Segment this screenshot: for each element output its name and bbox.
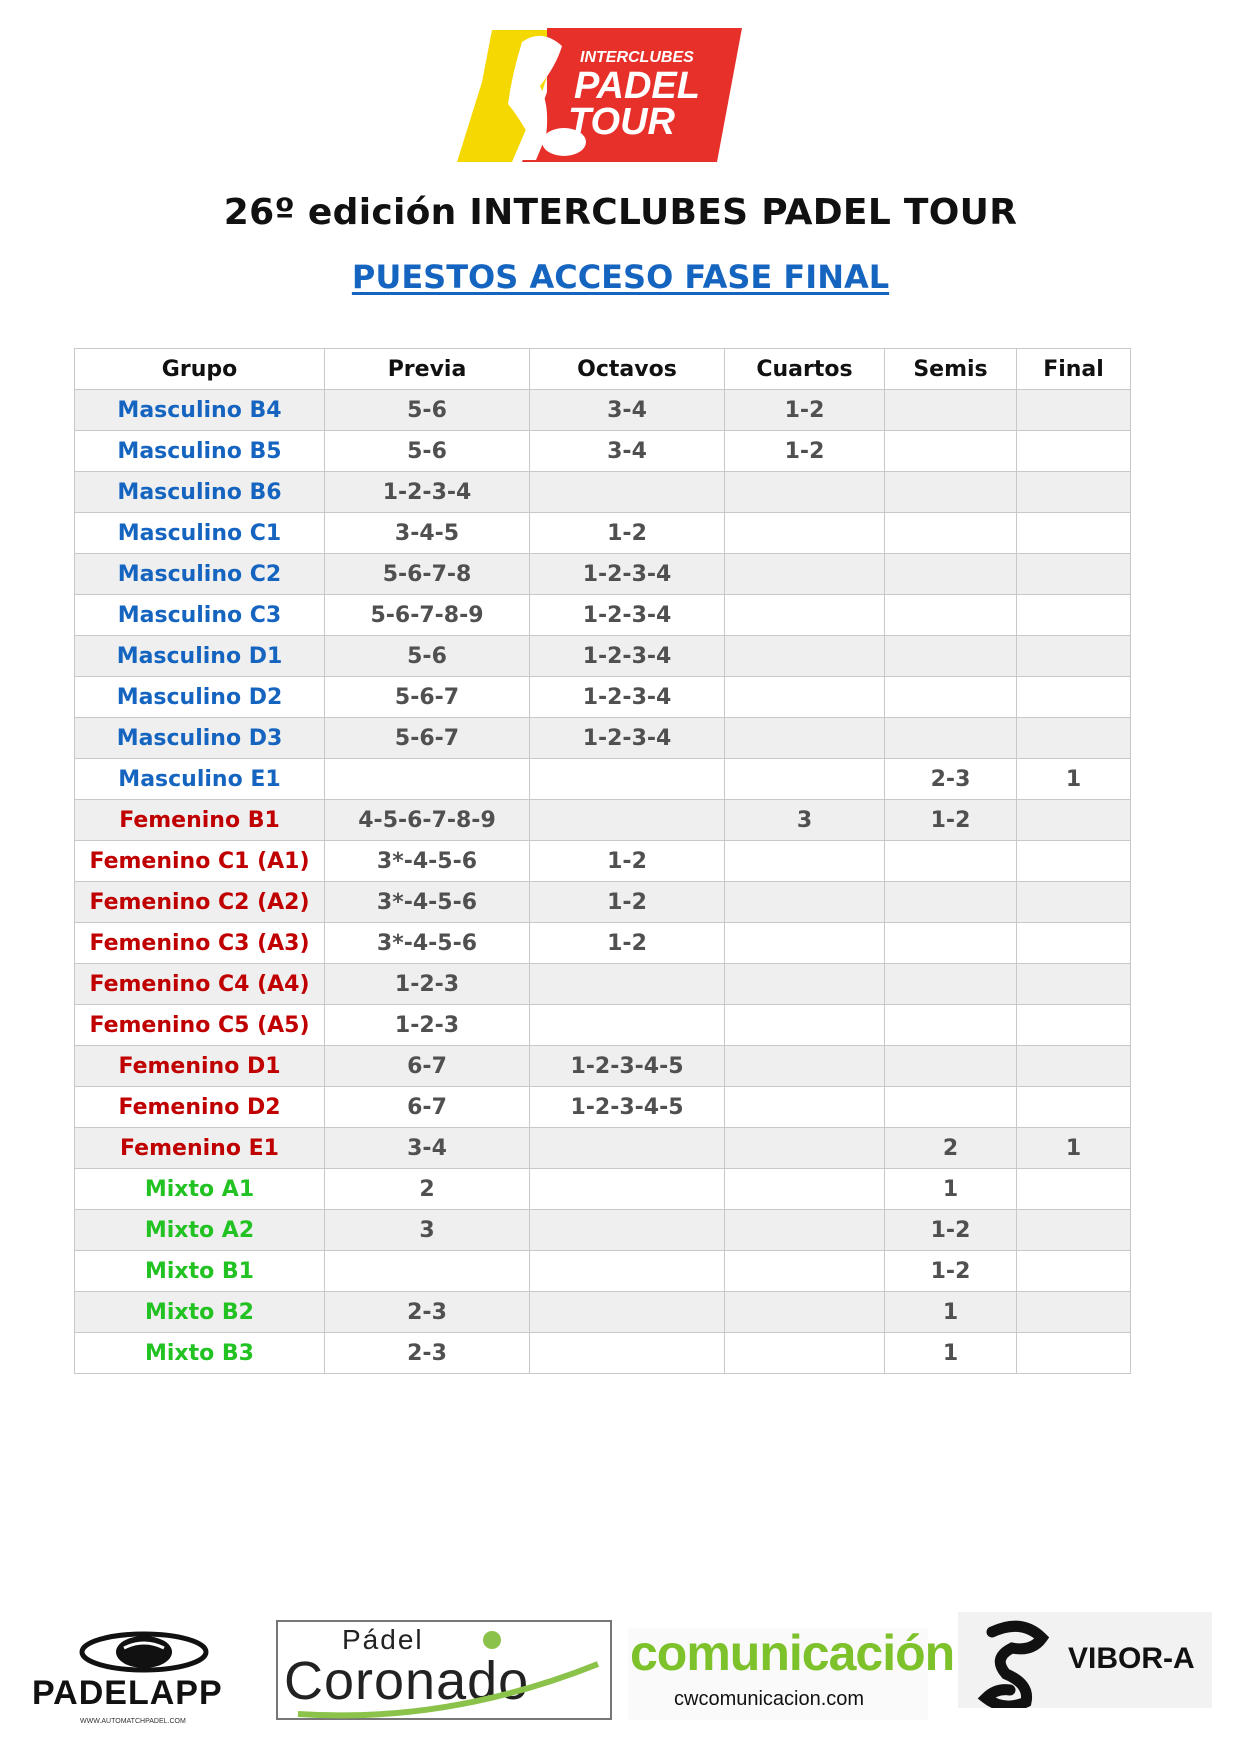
table-row xyxy=(75,841,1131,882)
cell-final xyxy=(1017,1333,1131,1374)
cell-semis xyxy=(885,390,1017,431)
table-row xyxy=(75,1169,1131,1210)
vibora-snake-icon xyxy=(962,1612,1062,1708)
cell-semis xyxy=(885,718,1017,759)
table-row xyxy=(75,1333,1131,1374)
page-subtitle: PUESTOS ACCESO FASE FINAL xyxy=(351,258,890,296)
logo-graphic xyxy=(452,22,752,172)
cell-semis xyxy=(885,636,1017,677)
cell-semis xyxy=(885,513,1017,554)
cell-cuartos xyxy=(725,964,885,1005)
cell-cuartos xyxy=(725,472,885,513)
page-title: 26º edición INTERCLUBES PADEL TOUR xyxy=(223,192,1018,233)
logo-line1: INTERCLUBES xyxy=(580,49,694,66)
table-row xyxy=(75,1292,1131,1333)
header-cuartos: Cuartos xyxy=(725,349,885,390)
table-row xyxy=(75,513,1131,554)
coronado-top-text: Pádel xyxy=(342,1624,424,1655)
cell-final xyxy=(1017,964,1131,1005)
cell-final xyxy=(1017,1210,1131,1251)
cell-octavos: 1-2-3-4 xyxy=(530,595,725,636)
cell-final xyxy=(1017,882,1131,923)
cell-octavos: 1-2-3-4 xyxy=(530,677,725,718)
cell-previa: 5-6-7 xyxy=(325,718,530,759)
cell-octavos: 1-2 xyxy=(530,882,725,923)
cell-cuartos xyxy=(725,1005,885,1046)
header-grupo: Grupo xyxy=(75,349,325,390)
cell-previa: 2 xyxy=(325,1169,530,1210)
table-row xyxy=(75,636,1131,677)
cell-grupo: Femenino C5 (A5) xyxy=(75,1005,325,1046)
cell-previa: 3-4 xyxy=(325,1128,530,1169)
cell-final xyxy=(1017,1046,1131,1087)
cell-final xyxy=(1017,472,1131,513)
cell-grupo: Femenino D1 xyxy=(75,1046,325,1087)
table-row xyxy=(75,800,1131,841)
cell-grupo: Femenino C2 (A2) xyxy=(75,882,325,923)
sponsor-padel-coronado xyxy=(276,1620,612,1720)
cell-semis: 2-3 xyxy=(885,759,1017,800)
cell-grupo: Mixto B1 xyxy=(75,1251,325,1292)
cell-previa: 3*-4-5-6 xyxy=(325,841,530,882)
table-row xyxy=(75,964,1131,1005)
cell-semis: 1-2 xyxy=(885,1251,1017,1292)
cell-final: 1 xyxy=(1017,759,1131,800)
table-row xyxy=(75,1005,1131,1046)
cell-octavos xyxy=(530,1251,725,1292)
cell-octavos: 1-2-3-4 xyxy=(530,718,725,759)
cell-previa: 2-3 xyxy=(325,1333,530,1374)
cell-final xyxy=(1017,636,1131,677)
table-row xyxy=(75,677,1131,718)
cell-octavos: 1-2 xyxy=(530,841,725,882)
cell-semis: 2 xyxy=(885,1128,1017,1169)
cell-grupo: Femenino C3 (A3) xyxy=(75,923,325,964)
cell-semis xyxy=(885,595,1017,636)
table-row xyxy=(75,1251,1131,1292)
padelapp-url: WWW.AUTOMATCHPADEL.COM xyxy=(80,1718,186,1725)
padelapp-ball-icon xyxy=(28,1628,260,1678)
header-semis: Semis xyxy=(885,349,1017,390)
header-octavos: Octavos xyxy=(530,349,725,390)
table-body xyxy=(75,390,1131,1374)
cell-grupo: Masculino C3 xyxy=(75,595,325,636)
cell-grupo: Femenino D2 xyxy=(75,1087,325,1128)
sponsor-vibora xyxy=(958,1612,1212,1708)
table-row xyxy=(75,554,1131,595)
header-previa: Previa xyxy=(325,349,530,390)
sponsor-cw-comunicacion xyxy=(628,1625,955,1720)
cell-cuartos xyxy=(725,1292,885,1333)
cell-grupo: Masculino D2 xyxy=(75,677,325,718)
table-row xyxy=(75,595,1131,636)
cell-semis: 1 xyxy=(885,1333,1017,1374)
cell-semis xyxy=(885,1005,1017,1046)
cell-grupo: Masculino B5 xyxy=(75,431,325,472)
cell-octavos xyxy=(530,1005,725,1046)
cell-cuartos xyxy=(725,759,885,800)
cell-previa: 5-6 xyxy=(325,431,530,472)
cell-cuartos xyxy=(725,1333,885,1374)
cell-cuartos xyxy=(725,1128,885,1169)
cell-grupo: Masculino D1 xyxy=(75,636,325,677)
table-row xyxy=(75,1046,1131,1087)
cell-final xyxy=(1017,923,1131,964)
cell-octavos: 1-2 xyxy=(530,513,725,554)
cell-grupo: Masculino E1 xyxy=(75,759,325,800)
cell-final xyxy=(1017,1005,1131,1046)
cell-cuartos xyxy=(725,636,885,677)
cell-cuartos xyxy=(725,1046,885,1087)
cell-final xyxy=(1017,1169,1131,1210)
cell-cuartos xyxy=(725,882,885,923)
cell-final: 1 xyxy=(1017,1128,1131,1169)
cell-previa: 1-2-3-4 xyxy=(325,472,530,513)
cell-octavos: 1-2-3-4 xyxy=(530,636,725,677)
table-row xyxy=(75,1128,1131,1169)
header-final: Final xyxy=(1017,349,1131,390)
table-row xyxy=(75,759,1131,800)
cell-grupo: Masculino C1 xyxy=(75,513,325,554)
cell-final xyxy=(1017,1087,1131,1128)
cell-semis xyxy=(885,1087,1017,1128)
table-row xyxy=(75,718,1131,759)
cell-final xyxy=(1017,513,1131,554)
cell-grupo: Masculino C2 xyxy=(75,554,325,595)
cell-previa: 6-7 xyxy=(325,1046,530,1087)
cell-cuartos xyxy=(725,718,885,759)
cell-cuartos xyxy=(725,513,885,554)
cell-grupo: Femenino C1 (A1) xyxy=(75,841,325,882)
cell-cuartos xyxy=(725,595,885,636)
cell-cuartos xyxy=(725,554,885,595)
cell-previa: 2-3 xyxy=(325,1292,530,1333)
cell-semis xyxy=(885,554,1017,595)
cell-grupo: Mixto A2 xyxy=(75,1210,325,1251)
cell-previa: 5-6-7 xyxy=(325,677,530,718)
cell-octavos: 3-4 xyxy=(530,390,725,431)
cell-final xyxy=(1017,677,1131,718)
cell-semis xyxy=(885,882,1017,923)
cell-previa: 6-7 xyxy=(325,1087,530,1128)
cell-previa: 4-5-6-7-8-9 xyxy=(325,800,530,841)
cell-cuartos xyxy=(725,1087,885,1128)
cell-previa: 5-6 xyxy=(325,390,530,431)
cell-previa: 5-6-7-8 xyxy=(325,554,530,595)
cell-previa: 3*-4-5-6 xyxy=(325,923,530,964)
cell-final xyxy=(1017,841,1131,882)
cell-final xyxy=(1017,800,1131,841)
table-row xyxy=(75,882,1131,923)
cell-final xyxy=(1017,595,1131,636)
table-row xyxy=(75,1210,1131,1251)
cell-grupo: Masculino B4 xyxy=(75,390,325,431)
cell-semis: 1 xyxy=(885,1169,1017,1210)
cell-grupo: Femenino E1 xyxy=(75,1128,325,1169)
cell-cuartos: 1-2 xyxy=(725,390,885,431)
cell-grupo: Mixto A1 xyxy=(75,1169,325,1210)
cell-grupo: Femenino B1 xyxy=(75,800,325,841)
cw-url-text: cwcomunicacion.com xyxy=(674,1688,865,1710)
cell-semis xyxy=(885,431,1017,472)
cell-octavos: 1-2 xyxy=(530,923,725,964)
cell-octavos xyxy=(530,1333,725,1374)
cell-semis: 1 xyxy=(885,1292,1017,1333)
cell-octavos: 1-2-3-4-5 xyxy=(530,1087,725,1128)
cell-cuartos xyxy=(725,841,885,882)
cell-semis: 1-2 xyxy=(885,800,1017,841)
cell-cuartos xyxy=(725,1210,885,1251)
cell-final xyxy=(1017,431,1131,472)
padelapp-name: PADELAPP xyxy=(32,1674,223,1712)
table-row xyxy=(75,431,1131,472)
cell-grupo: Mixto B2 xyxy=(75,1292,325,1333)
sponsor-padelapp xyxy=(28,1628,260,1728)
cell-final xyxy=(1017,1251,1131,1292)
cell-previa xyxy=(325,1251,530,1292)
cell-octavos xyxy=(530,964,725,1005)
cell-previa: 1-2-3 xyxy=(325,1005,530,1046)
cell-octavos xyxy=(530,472,725,513)
cell-octavos xyxy=(530,1210,725,1251)
table-row xyxy=(75,472,1131,513)
cell-cuartos: 3 xyxy=(725,800,885,841)
cell-semis xyxy=(885,472,1017,513)
cell-cuartos xyxy=(725,1169,885,1210)
cell-semis xyxy=(885,964,1017,1005)
cell-final xyxy=(1017,390,1131,431)
cell-final xyxy=(1017,554,1131,595)
table-row xyxy=(75,390,1131,431)
cell-cuartos xyxy=(725,677,885,718)
cell-semis xyxy=(885,841,1017,882)
cell-previa: 5-6 xyxy=(325,636,530,677)
cell-octavos xyxy=(530,1128,725,1169)
cell-previa: 3*-4-5-6 xyxy=(325,882,530,923)
cell-cuartos xyxy=(725,923,885,964)
coronado-swoosh-icon xyxy=(278,1622,614,1722)
results-table xyxy=(74,348,1131,1374)
interclubes-padel-tour-logo xyxy=(452,22,752,172)
cell-previa: 3-4-5 xyxy=(325,513,530,554)
cell-previa: 3 xyxy=(325,1210,530,1251)
cell-previa xyxy=(325,759,530,800)
cell-octavos xyxy=(530,1169,725,1210)
cell-grupo: Masculino D3 xyxy=(75,718,325,759)
table-header-row xyxy=(75,349,1131,390)
cell-final xyxy=(1017,1292,1131,1333)
cell-octavos: 3-4 xyxy=(530,431,725,472)
cell-previa: 1-2-3 xyxy=(325,964,530,1005)
coronado-main-text: Coronado xyxy=(284,1651,530,1711)
cell-semis xyxy=(885,677,1017,718)
cw-main-text: comunicación xyxy=(630,1625,955,1681)
logo-line3: TOUR xyxy=(568,101,675,143)
vibora-name: VIBOR-A xyxy=(1068,1642,1195,1675)
cell-semis xyxy=(885,923,1017,964)
logo-line2: PADEL xyxy=(574,65,700,107)
cell-grupo: Masculino B6 xyxy=(75,472,325,513)
cell-semis xyxy=(885,1046,1017,1087)
cell-octavos: 1-2-3-4 xyxy=(530,554,725,595)
cell-octavos: 1-2-3-4-5 xyxy=(530,1046,725,1087)
cell-grupo: Mixto B3 xyxy=(75,1333,325,1374)
cell-semis: 1-2 xyxy=(885,1210,1017,1251)
cell-octavos xyxy=(530,759,725,800)
cell-grupo: Femenino C4 (A4) xyxy=(75,964,325,1005)
cell-previa: 5-6-7-8-9 xyxy=(325,595,530,636)
table-row xyxy=(75,923,1131,964)
table-row xyxy=(75,1087,1131,1128)
cell-octavos xyxy=(530,800,725,841)
cell-cuartos xyxy=(725,1251,885,1292)
cell-final xyxy=(1017,718,1131,759)
cell-cuartos: 1-2 xyxy=(725,431,885,472)
cell-octavos xyxy=(530,1292,725,1333)
